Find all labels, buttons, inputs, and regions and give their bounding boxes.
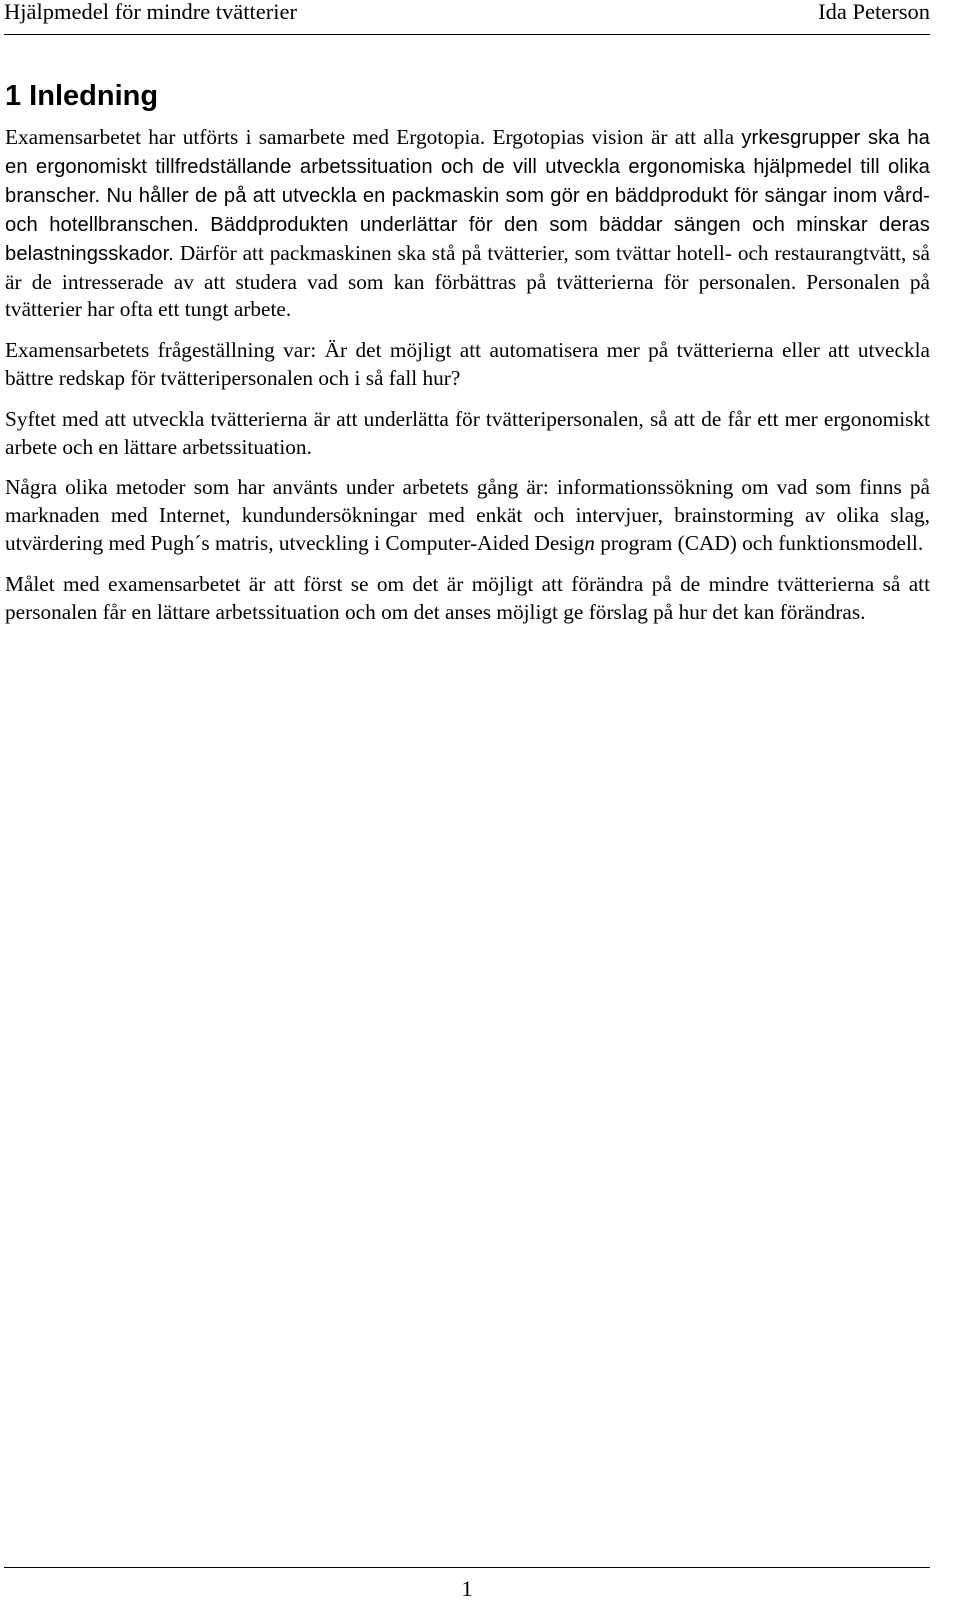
paragraph-run-italic: n [584, 531, 595, 556]
body-text [5, 124, 930, 639]
paragraph-run-sans: yrkesgrupper ska ha en ergonomiskt tillfredställande arbetssituation och de vill utveckla ergonomiska hjälpmedel till olika branscher. Nu håller de på att utveckla en packmaskin som gör en bäddprodukt för sängar inom vård- och hotellbranschen. Bäddprodukten underlättar för den som bäddar sängen och minskar deras belastningsskador. [5, 127, 930, 265]
page-number: 1 [461, 1576, 473, 1601]
paragraph-purpose: Syftet med att utveckla tvätterierna är att underlätta för tvätteripersonalen, så att de får ett mer ergonomiskt arbete och en lättare arbetssituation. [5, 406, 930, 459]
author-name: Ida Peterson [818, 0, 930, 24]
paragraph-run: Därför att packmaskinen ska stå på tvätterier, som tvättar hotell- och restaurangtvätt, så är de intresserade av att studera vad som kan förbättras på tvätterierna för personalen. Personalen på tvätterier har ofta ett tungt arbete. [5, 240, 930, 322]
paragraph-run: program (CAD) och funktionsmodell. [594, 531, 924, 556]
paragraph-research-question: Examensarbetets frågeställning var: Är det möjligt att automatisera mer på tvätterierna eller att utveckla bättre redskap för tvätteripersonalen och i så fall hur? [5, 338, 930, 391]
running-header [4, 0, 930, 35]
chapter-heading: 1 Inledning [5, 80, 159, 112]
paragraph-run: Examensarbetet har utförts i samarbete med Ergotopia. Ergotopias vision är att alla [5, 125, 742, 149]
footer-rule [4, 1567, 930, 1568]
paragraph-background [5, 124, 930, 324]
paragraph-run: Några olika metoder som har använts under arbetets gång är: informationssökning om vad som finns på marknaden med Internet, kundundersökningar med enkät och intervjuer, brainstorming av olika slag, utvärdering med Pugh´s matris, utveckling i Computer-Aided Desig [5, 475, 930, 556]
paragraph-goal: Målet med examensarbetet är att först se om det är möjligt att förändra på de mindre tvätterierna så att personalen får en lättare arbetssituation och om det anses möjligt ge förslag på hur det kan förändras. [5, 571, 930, 624]
document-title: Hjälpmedel för mindre tvätterier [4, 0, 298, 24]
paragraph-methods [5, 474, 930, 558]
